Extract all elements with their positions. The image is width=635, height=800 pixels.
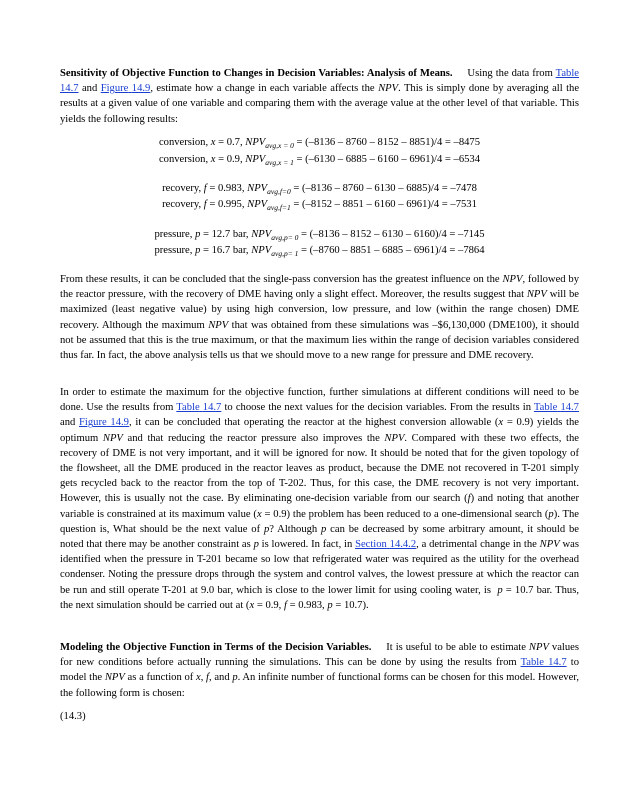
equation-conversion-high: conversion, x = 0.9, $NPV_{avg,x = 1} = (-6130 - 6885 - 6160 - 6961)/4 = -6534$ <box>158 154 481 167</box>
maximum-estimation-paragraph: In order to estimate the maximum for the objective function, further simulations at different conditions will need to be done. Use the results from Table 14.7 to choose the next values for the decision variables. From the results in Table 14.7 and Figure 14.9, it can be concluded that operating the reactor at the highest conversion allowable (x = 0.9) yields the optimum NPV and that reducing the reactor pressure also improves the NPV. Compared with these two effects, the recovery of DME is not very important, and it will be ignored for now. It should be noted that for the given topology of the flowsheet, all the DME produced in the reactor leaves as product, because the DME not recovered in T-201 simply gets recycled back to the reactor from the top of T-202. Thus, for this case, the DME recovery is not very important. However, this is usually not the case. By eliminating one-decision variable from our search (f) and noting that another variable is constrained at its maximum value (x = 0.9) the problem has been reduced to a one-dimensional search (p). The question is, What should be the next value of p? Although p can be decreased by some arbitrary amount, it should be noted that there may be another constraint as p is lowered. In fact, in Section 14.4.2, a detrimental change in the NPV was identified when the pressure in T-201 became so low that refrigerated water was required as the utility for the overhead condenser. Noting the pressure drops through the system and control valves, the lowest pressure at which the reactor can be run and still operate T-201 at 9.0 bar, which is close to the lower limit for using cooling water, is p = 10.7 bar. Thus, the next simulation should be carried out at (x = 0.9, f = 0.983, p = 10.7). <box>60 387 580 611</box>
table-14-7-link[interactable]: Table 14.7 <box>520 657 567 669</box>
equation-conversion-low: conversion, x = 0.7, $NPV_{avg,x = 0} = (-8136 - 8760 - 8152 - 8851)/4 = -8475$ <box>158 137 481 150</box>
figure-14-9-link[interactable]: Figure 14.9 <box>100 83 151 95</box>
section-heading-modeling: Modeling the Objective Function in Terms of the Decision Variables. <box>60 642 372 653</box>
equation-number: (14.3) <box>60 711 86 722</box>
figure-14-9-link[interactable]: Figure 14.9 <box>79 417 129 429</box>
conclusions-paragraph: From these results, it can be concluded that the single-pass conversion has the greatest influence on the NPV, followed by the reactor pressure, with the recovery of DME having only a slight effect. Moreover, the results suggest that NPV will be maximized (least negative value) by using high conversion, low pressure, and low (within the range chosen) DME recovery. Although the maximum NPV that was obtained from these simulations was –$6,130,000 (DME100), it should not be assumed that this is the true maximum, or that the maximum lies within the range of decision variables considered thus far. In fact, the above analysis tells us that we should move to a new range for pressure and DME recovery. <box>60 274 579 362</box>
section-heading-analysis-of-means: Sensitivity of Objective Function to Changes in Decision Variables: Analysis of Means. <box>60 68 453 79</box>
table-14-7-link[interactable]: Table 14.7 <box>176 402 222 414</box>
equation-recovery-high: recovery, f = 0.995, $NPV_{avg,f=1} = (-8152 - 8851 - 6160 - 6961)/4 = -7531$ <box>162 199 477 212</box>
table-14-7-link[interactable]: Table 14.7 <box>60 68 579 95</box>
section-14-4-2-link[interactable]: Section 14.4.2 <box>355 539 417 551</box>
equation-recovery-low: recovery, f = 0.983, $NPV_{avg,f=0} = (-8136 - 8760 - 6130 - 6885)/4 = -7478$ <box>162 183 477 196</box>
analysis-of-means-paragraph: Sensitivity of Objective Function to Changes in Decision Variables: Analysis of Means. Using the data from Table 14.7 and Figure 14.9, estimate how a change in each variable affects the NPV. This is simply done by averaging all the results at a given value of one variable and comparing them with the average value at the other level of that variable. This yields the following results: <box>60 68 580 125</box>
modeling-objective-function-paragraph: Modeling the Objective Function in Terms of the Decision Variables. It is useful to be able to estimate NPV values for new conditions before actually running the simulations. This can be done by using the results from Table 14.7 to model the NPV as a function of x, f, and p. An infinite number of functional forms can be chosen for this model. However, the following form is chosen: <box>60 642 580 699</box>
table-14-7-link[interactable]: Table 14.7 <box>533 402 579 414</box>
equation-pressure-low: pressure, p = 12.7 bar, $NPV_{avg,p= 0} = (-8136 - 8152 - 6130 - 6160)/4 = -7145$ <box>154 229 485 242</box>
equation-pressure-high: pressure, p = 16.7 bar, $NPV_{avg,p= 1} = (-8760 - 8851 - 6885 - 6961)/4 = -7864$ <box>154 245 485 258</box>
